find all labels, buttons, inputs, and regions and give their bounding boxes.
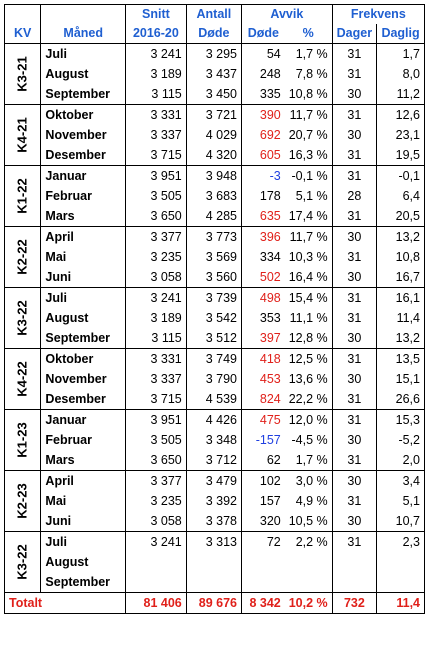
quarter-label [5,410,41,471]
pct-cell: 22,2 % [285,389,332,410]
month-cell: November [41,125,126,145]
avvik-cell: 72 [242,532,285,553]
pct-cell: 11,7 % [285,105,332,126]
table-row [5,511,425,532]
daglig-cell: 12,6 [377,105,425,126]
table-row [5,186,425,206]
table-row [5,552,425,572]
table-row [5,328,425,349]
dager-cell [332,572,376,593]
dager-cell: 31 [332,247,376,267]
table-row [5,349,425,370]
header-dager: Dager [332,24,376,44]
dager-cell: 30 [332,511,376,532]
avvik-cell: 824 [259,392,281,406]
pct-cell: 11,7 % [285,227,332,248]
header-daglig: Daglig [377,24,425,44]
snitt-cell: 3 189 [126,308,187,328]
avvik-cell: 248 [259,67,281,81]
dager-cell: 28 [332,186,376,206]
table-row [5,288,425,309]
antall-cell: 3 542 [186,308,241,328]
header-kv-blank [5,5,41,25]
antall-cell: 4 320 [186,145,241,166]
daglig-cell: 8,0 [377,64,425,84]
daglig-cell: 1,7 [377,44,425,65]
total-daglig-cell: 11,4 [377,593,425,614]
month-cell: Mars [41,450,126,471]
header-avvik: Avvik [242,5,333,25]
header-month-blank [41,5,126,25]
table-row [5,64,425,84]
daglig-cell: 13,5 [377,349,425,370]
antall-cell: 3 749 [186,349,241,370]
snitt-cell: 3 650 [126,206,187,227]
avvik-cell: 397 [259,331,281,345]
pct-cell: 10,5 % [285,511,332,532]
snitt-cell: 3 951 [126,410,187,431]
snitt-cell: 3 715 [126,389,187,410]
table-row [5,532,425,553]
header-snitt: Snitt [126,5,187,25]
pct-cell: 10,3 % [285,247,332,267]
quarter-label [5,227,41,288]
pct-cell: 13,6 % [285,369,332,389]
table-row [5,247,425,267]
avvik-cell: 334 [259,250,281,264]
daglig-cell: -0,1 [377,166,425,187]
avvik-cell: 178 [259,189,281,203]
dager-cell: 30 [332,328,376,349]
dager-cell: 31 [332,349,376,370]
table-row [5,227,425,248]
daglig-cell: 10,8 [377,247,425,267]
antall-cell: 3 560 [186,267,241,288]
dager-cell: 30 [332,227,376,248]
month-cell: April [41,471,126,492]
antall-cell: 4 285 [186,206,241,227]
daglig-cell: 13,2 [377,227,425,248]
pct-cell: 7,8 % [285,64,332,84]
daglig-cell: 15,1 [377,369,425,389]
avvik-cell: -157 [255,433,281,447]
header-dode: Døde [186,24,241,44]
antall-cell: 4 539 [186,389,241,410]
quarter-label [5,166,41,227]
antall-cell: 3 392 [186,491,241,511]
daglig-cell: 6,4 [377,186,425,206]
antall-cell: 3 948 [186,166,241,187]
quarter-label-text: K4-22 [14,361,30,397]
pct-cell: 12,8 % [285,328,332,349]
quarter-label-text: K3-22 [14,300,30,336]
antall-cell: 3 569 [186,247,241,267]
quarter-label-text: K1-23 [14,422,30,458]
dager-cell: 31 [332,288,376,309]
pct-cell: 5,1 % [285,186,332,206]
table-row [5,450,425,471]
month-cell: September [41,572,126,593]
snitt-cell: 3 235 [126,247,187,267]
avvik-cell: 692 [259,128,281,142]
antall-cell: 3 295 [186,44,241,65]
daglig-cell: 2,0 [377,450,425,471]
daglig-cell: 15,3 [377,410,425,431]
avvik-cell: 353 [259,311,281,325]
dager-cell: 31 [332,308,376,328]
month-cell: Juli [41,288,126,309]
dager-cell: 30 [332,369,376,389]
antall-cell: 4 426 [186,410,241,431]
antall-cell: 3 721 [186,105,241,126]
daglig-cell: 5,1 [377,491,425,511]
daglig-cell: -5,2 [377,430,425,450]
antall-cell: 4 029 [186,125,241,145]
antall-cell: 3 790 [186,369,241,389]
month-cell: Juni [41,267,126,288]
pct-cell: 16,4 % [285,267,332,288]
month-cell: Oktober [41,105,126,126]
snitt-cell: 3 241 [126,288,187,309]
table-row [5,84,425,105]
antall-cell: 3 313 [186,532,241,553]
quarter-label-text: K3-22 [14,544,30,580]
daglig-cell: 16,7 [377,267,425,288]
pct-cell: -0,1 % [285,166,332,187]
pct-cell: 3,0 % [285,471,332,492]
daglig-cell: 11,2 [377,84,425,105]
avvik-cell: 62 [266,453,281,467]
avvik-cell: 475 [242,410,285,431]
month-cell: August [41,308,126,328]
snitt-cell: 3 337 [126,125,187,145]
month-cell: Mai [41,247,126,267]
table-row [5,267,425,288]
snitt-cell: 3 115 [126,84,187,105]
dager-cell: 31 [332,410,376,431]
avvik-cell: 502 [259,270,281,284]
daglig-cell: 20,5 [377,206,425,227]
month-cell: Februar [41,186,126,206]
header-frekvens: Frekvens [332,5,424,25]
antall-cell: 3 450 [186,84,241,105]
quarter-label-text: K3-21 [14,56,30,92]
avvik-cell: 54 [242,44,285,65]
snitt-cell: 3 058 [126,511,187,532]
quarter-label-text: K1-22 [14,178,30,214]
daglig-cell [377,552,425,572]
header-kv: KV [5,24,41,44]
table-row [5,369,425,389]
avvik-cell: 635 [259,209,281,223]
table-row [5,206,425,227]
month-cell: August [41,64,126,84]
month-cell: November [41,369,126,389]
antall-cell: 3 712 [186,450,241,471]
avvik-cell: 102 [242,471,285,492]
dager-cell: 31 [332,44,376,65]
avvik-cell: 157 [259,494,281,508]
avvik-cell: 335 [259,87,281,101]
month-cell: Juli [41,44,126,65]
antall-cell: 3 512 [186,328,241,349]
pct-cell: 11,1 % [285,308,332,328]
dager-cell: 30 [332,430,376,450]
snitt-cell: 3 058 [126,267,187,288]
avvik-cell: 498 [242,288,285,309]
quarter-label [5,105,41,166]
avvik-cell: 418 [242,349,285,370]
dager-cell: 31 [332,491,376,511]
table-row [5,44,425,65]
snitt-cell: 3 715 [126,145,187,166]
dager-cell: 30 [332,125,376,145]
avvik-cell: 453 [259,372,281,386]
table-row [5,410,425,431]
month-cell: Juli [41,532,126,553]
table-row [5,308,425,328]
total-label: Totalt [5,593,126,614]
month-cell: Desember [41,145,126,166]
snitt-cell: 3 337 [126,369,187,389]
table-row [5,105,425,126]
quarter-label-text: K2-22 [14,239,30,275]
snitt-cell: 3 115 [126,328,187,349]
quarter-label [5,44,41,105]
pct-cell [285,552,332,572]
header-avvik-dode: Døde [247,26,279,40]
avvik-cell [242,552,285,572]
month-cell: September [41,328,126,349]
mortality-table [4,4,425,614]
daglig-cell: 16,1 [377,288,425,309]
header-maned: Måned [41,24,126,44]
avvik-cell [242,572,285,593]
dager-cell: 31 [332,166,376,187]
snitt-cell: 3 235 [126,491,187,511]
table-row [5,572,425,593]
antall-cell: 3 773 [186,227,241,248]
header-pct: % [285,24,332,44]
snitt-cell: 3 650 [126,450,187,471]
snitt-cell: 3 331 [126,349,187,370]
antall-cell [186,552,241,572]
avvik-cell: 396 [242,227,285,248]
antall-cell [186,572,241,593]
table-row [5,125,425,145]
snitt-cell: 3 189 [126,64,187,84]
dager-cell: 31 [332,532,376,553]
header-row-1 [5,5,425,25]
antall-cell: 3 739 [186,288,241,309]
month-cell: April [41,227,126,248]
dager-cell: 31 [332,206,376,227]
avvik-cell: 320 [259,514,281,528]
month-cell: Mai [41,491,126,511]
dager-cell: 31 [332,450,376,471]
daglig-cell: 26,6 [377,389,425,410]
quarter-label [5,349,41,410]
table-row [5,430,425,450]
antall-cell: 3 683 [186,186,241,206]
pct-cell: 12,0 % [285,410,332,431]
table-row [5,389,425,410]
antall-cell: 3 378 [186,511,241,532]
quarter-label-text: K4-21 [14,117,30,153]
table-row [5,471,425,492]
quarter-label-text: K2-23 [14,483,30,519]
table-row [5,166,425,187]
dager-cell: 30 [332,84,376,105]
antall-cell: 3 348 [186,430,241,450]
snitt-cell [126,552,187,572]
dager-cell: 30 [332,471,376,492]
snitt-cell: 3 505 [126,430,187,450]
header-antall: Antall [186,5,241,25]
total-pct-cell: 10,2 % [285,593,332,614]
daglig-cell: 3,4 [377,471,425,492]
pct-cell: 17,4 % [285,206,332,227]
header-period: 2016-20 [126,24,187,44]
pct-cell: 20,7 % [285,125,332,145]
snitt-cell: 3 377 [126,471,187,492]
pct-cell [285,572,332,593]
quarter-label [5,471,41,532]
daglig-cell: 13,2 [377,328,425,349]
month-cell: Januar [41,166,126,187]
month-cell: August [41,552,126,572]
daglig-cell: 10,7 [377,511,425,532]
pct-cell: 1,7 % [285,450,332,471]
snitt-cell: 3 331 [126,105,187,126]
pct-cell: 15,4 % [285,288,332,309]
month-cell: Desember [41,389,126,410]
avvik-cell: -3 [242,166,285,187]
daglig-cell: 19,5 [377,145,425,166]
table-row [5,145,425,166]
dager-cell [332,552,376,572]
pct-cell: 1,7 % [285,44,332,65]
antall-cell: 3 437 [186,64,241,84]
month-cell: Februar [41,430,126,450]
pct-cell: 10,8 % [285,84,332,105]
month-cell: Mars [41,206,126,227]
snitt-cell: 3 241 [126,44,187,65]
avvik-cell: 390 [242,105,285,126]
daglig-cell: 23,1 [377,125,425,145]
table-row [5,491,425,511]
dager-cell: 31 [332,64,376,84]
snitt-cell: 3 377 [126,227,187,248]
month-cell: Oktober [41,349,126,370]
dager-cell: 31 [332,105,376,126]
daglig-cell [377,572,425,593]
total-snitt-cell: 81 406 [126,593,187,614]
total-row [5,593,425,614]
daglig-cell: 2,3 [377,532,425,553]
month-cell: Juni [41,511,126,532]
quarter-label [5,288,41,349]
snitt-cell: 3 241 [126,532,187,553]
pct-cell: 4,9 % [285,491,332,511]
month-cell: Januar [41,410,126,431]
dager-cell: 31 [332,145,376,166]
daglig-cell: 11,4 [377,308,425,328]
header-row-2 [5,24,425,44]
total-dager-cell: 732 [332,593,376,614]
dager-cell: 31 [332,389,376,410]
snitt-cell: 3 951 [126,166,187,187]
snitt-cell [126,572,187,593]
snitt-cell: 3 505 [126,186,187,206]
dager-cell: 30 [332,267,376,288]
avvik-cell: 605 [259,148,281,162]
antall-cell: 3 479 [186,471,241,492]
pct-cell: 16,3 % [285,145,332,166]
pct-cell: -4,5 % [285,430,332,450]
total-avvik-cell: 8 342 [242,593,285,614]
pct-cell: 2,2 % [285,532,332,553]
pct-cell: 12,5 % [285,349,332,370]
month-cell: September [41,84,126,105]
quarter-label [5,532,41,593]
total-antall-cell: 89 676 [186,593,241,614]
